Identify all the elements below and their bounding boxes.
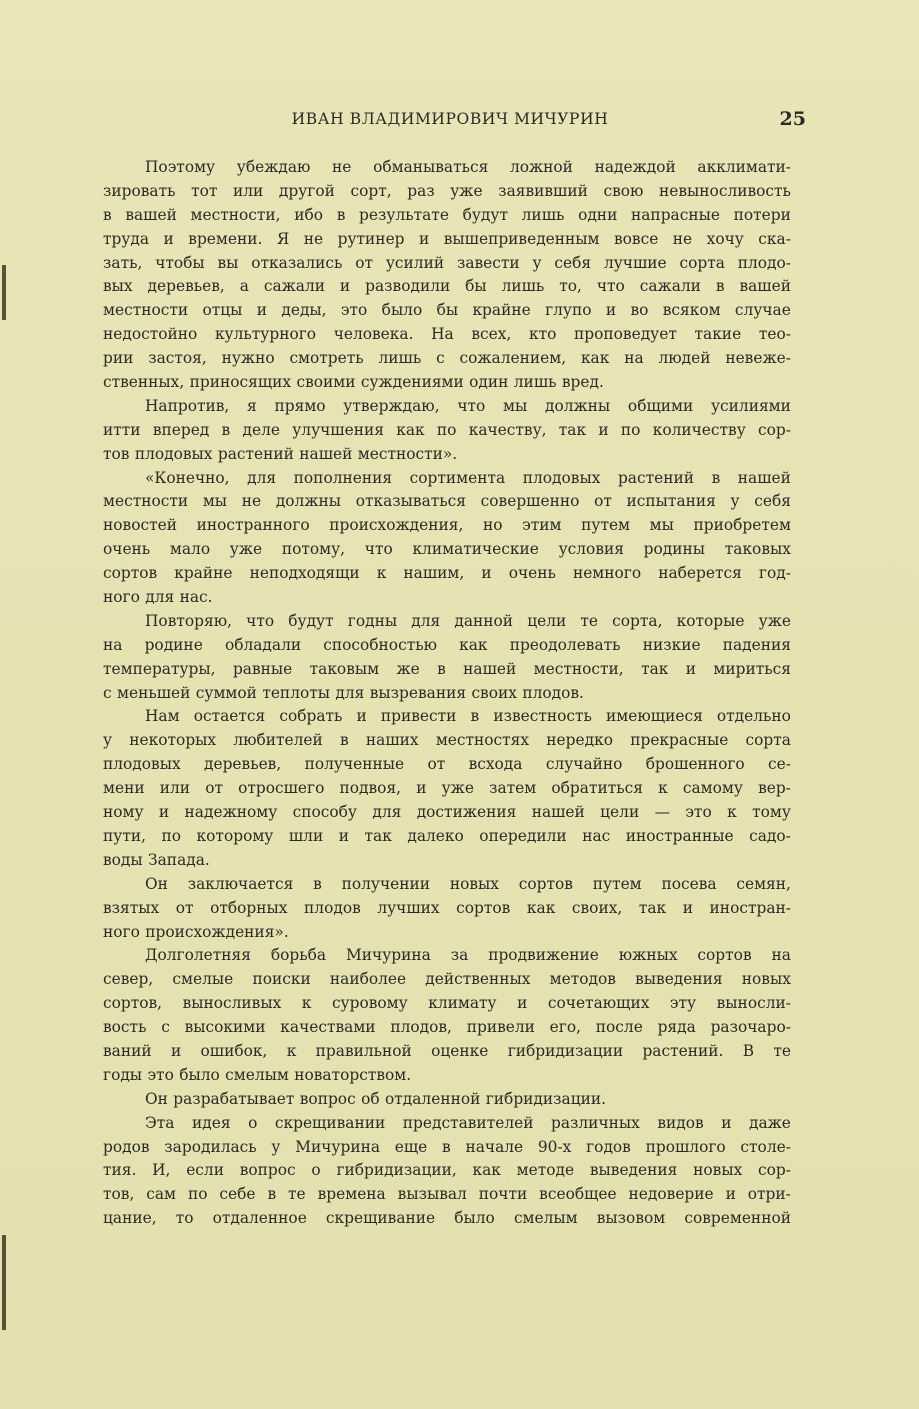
text-line: у некоторых любителей в наших местностях нередко прекрасные сорта — [103, 731, 791, 750]
text-line: с меньшей суммой теплоты для вызревания своих плодов. — [103, 683, 584, 702]
text-line: температуры, равные таковым же в нашей местности, так и мириться — [103, 659, 791, 678]
text-line: мени или от отросшего подвоя, и уже затем обратиться к самому вер- — [103, 779, 791, 798]
spine-binding-mark — [2, 265, 6, 320]
text-line: Он заключается в получении новых сортов путем посева семян, — [145, 874, 791, 893]
text-line: вых деревьев, а сажали и разводили бы лишь то, что сажали в вашей — [103, 277, 791, 296]
text-line: Нам остается собрать и привести в известность имеющиеся отдельно — [145, 707, 791, 726]
text-line: сортов крайне неподходящи к нашим, и очень немного наберется год- — [103, 564, 791, 583]
spine-binding-mark — [2, 1235, 6, 1330]
text-line: Напротив, я прямо утверждаю, что мы должны общими усилиями — [145, 396, 791, 415]
text-line: ного происхождения». — [103, 922, 289, 941]
text-line: рии застоя, нужно смотреть лишь с сожалением, как на людей невеже- — [103, 349, 791, 368]
text-line: новостей иностранного происхождения, но этим путем мы приобретем — [103, 516, 791, 535]
page-header — [100, 108, 806, 136]
text-line: очень мало уже потому, что климатические условия родины таковых — [103, 540, 791, 559]
text-line: Повторяю, что будут годны для данной цели те сорта, которые уже — [145, 611, 791, 630]
text-line: годы это было смелым новаторством. — [103, 1065, 412, 1084]
text-line: труда и времени. Я не рутинер и вышеприведенным вовсе не хочу ска- — [103, 229, 791, 248]
text-line: «Конечно, для пополнения сортимента плодовых растений в нашей — [145, 468, 791, 487]
text-line: итти вперед в деле улучшения как по качеству, так и по количеству сор- — [103, 420, 791, 439]
text-line: Поэтому убеждаю не обманываться ложной надеждой акклимати- — [145, 158, 791, 176]
text-line: тов плодовых растений нашей местности». — [103, 444, 458, 463]
text-line: зировать тот или другой сорт, раз уже заявивший свою невыносливость — [103, 181, 791, 200]
text-line: Долголетняя борьба Мичурина за продвижение южных сортов на — [145, 946, 791, 965]
text-line: цание, то отдаленное скрещивание было смелым вызовом современной — [103, 1209, 791, 1228]
text-line: тов, сам по себе в те времена вызывал почти всеобщее недоверие и отри- — [103, 1185, 791, 1204]
text-line: воды Запада. — [103, 850, 210, 869]
text-line: взятых от отборных плодов лучших сортов как своих, так и иностран- — [103, 898, 791, 917]
text-line: местности отцы и деды, это было бы крайне глупо и во всяком случае — [103, 301, 791, 320]
text-line: пути, по которому шли и так далеко опередили нас иностранные садо- — [103, 826, 791, 845]
body-text — [103, 156, 791, 1231]
text-line: ственных, приносящих своими суждениями один лишь вред. — [103, 373, 604, 392]
text-line: ваний и ошибок, к правильной оценке гибридизации растений. В те — [103, 1041, 791, 1060]
text-line: родов зародилась у Мичурина еще в начале 90-х годов прошлого столе- — [103, 1137, 791, 1156]
text-line: ному и надежному способу для достижения нашей цели — это к тому — [103, 803, 791, 822]
text-line: в вашей местности, ибо в результате будут лишь одни напрасные потери — [103, 205, 791, 224]
text-line: тия. И, если вопрос о гибридизации, как методе выведения новых сор- — [103, 1161, 791, 1180]
text-line: Эта идея о скрещивании представителей различных видов и даже — [145, 1113, 791, 1132]
page-number: 25 — [779, 108, 806, 130]
running-title: ИВАН ВЛАДИМИРОВИЧ МИЧУРИН — [291, 110, 609, 128]
text-line: север, смелые поиски наиболее действенных методов выведения новых — [103, 970, 791, 989]
text-line: местности мы не должны отказываться совершенно от испытания у себя — [103, 492, 791, 511]
text-line: ного для нас. — [103, 588, 213, 607]
text-line: зать, чтобы вы отказались от усилий завести у себя лучшие сорта плодо- — [103, 253, 791, 272]
text-line: на родине обладали способностью как преодолевать низкие падения — [103, 635, 791, 654]
text-line: вость с высокими качествами плодов, привели его, после ряда разочаро- — [103, 1018, 791, 1037]
text-line: недостойно культурного человека. На всех, кто проповедует такие тео- — [103, 325, 791, 344]
text-line: сортов, выносливых к суровому климату и сочетающих эту выносли- — [103, 994, 791, 1013]
text-line: плодовых деревьев, полученные от всхода случайно брошенного се- — [103, 755, 791, 774]
text-line: Он разрабатывает вопрос об отдаленной гибридизации. — [145, 1089, 607, 1108]
